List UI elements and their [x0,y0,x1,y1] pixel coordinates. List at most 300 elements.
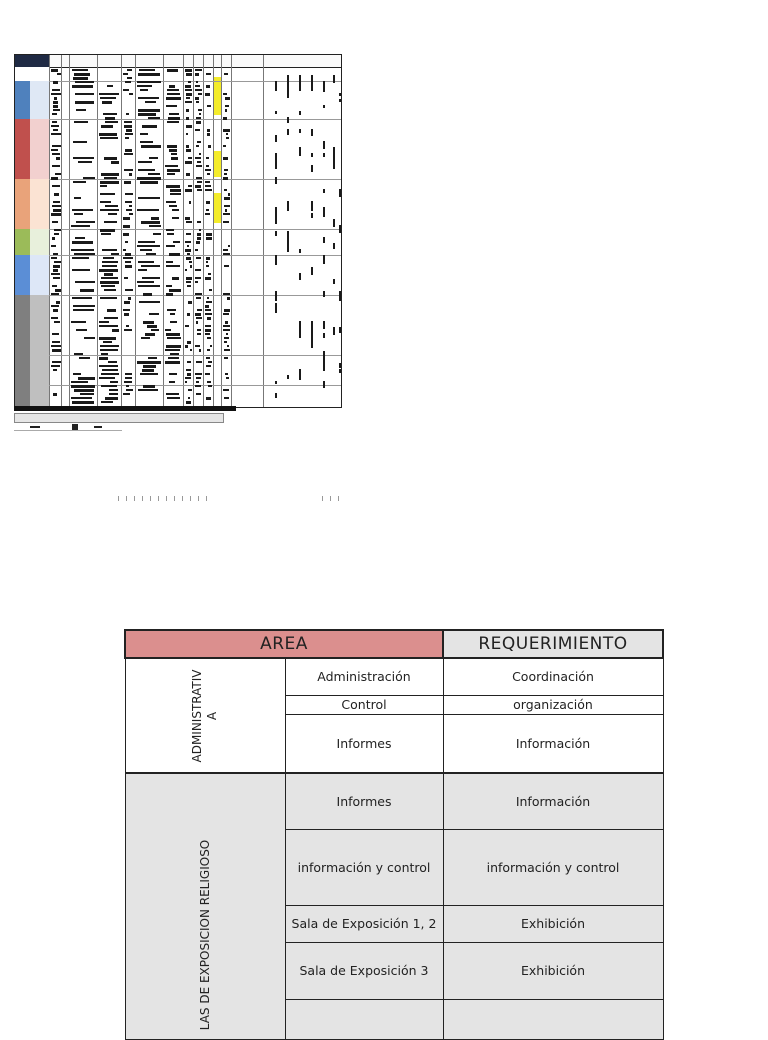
thumbnail-text-mark [101,353,108,355]
thumbnail-text-mark [186,145,189,148]
thumbnail-text-mark [311,153,313,157]
thumbnail-text-mark [104,177,117,179]
thumbnail-text-mark [186,93,192,96]
thumbnail-text-mark [323,189,325,193]
thumbnail-text-mark [55,289,61,292]
thumbnail-text-mark [125,201,132,203]
thumbnail-text-mark [138,113,156,116]
thumbnail-text-mark [333,279,335,284]
thumbnail-text-mark [143,385,155,388]
thumbnail-text-mark [74,253,95,255]
thumbnail-text-mark [102,101,112,104]
thumbnail-text-mark [73,77,88,80]
thumbnail-text-mark [207,337,211,339]
thumbnail-text-mark [103,341,112,343]
thumbnail-text-mark [186,149,191,152]
thumbnail-text-mark [75,281,95,283]
thumbnail-text-mark [112,329,119,332]
thumbnail-text-mark [185,189,192,192]
thumbnail-text-mark [149,157,158,159]
thumbnail-text-mark [323,141,325,149]
thumbnail-text-mark [339,189,341,197]
thumbnail-text-mark [126,129,132,132]
thumbnail-text-mark [223,177,228,180]
area-cell: Informes [285,714,443,773]
thumbnail-text-mark [205,189,212,191]
thumbnail-text-mark [207,129,210,132]
thumbnail-text-mark [75,101,94,104]
thumbnail-text-mark [52,121,57,123]
thumbnail-text-mark [123,225,130,228]
thumbnail-text-mark [275,255,277,265]
thumbnail-text-mark [148,173,160,175]
thumbnail-text-mark [195,97,199,100]
thumbnail-text-mark [99,365,118,367]
thumbnail-text-mark [167,309,176,311]
thumbnail-text-mark [339,363,341,368]
thumbnail-text-mark [167,337,181,339]
thumbnail-text-mark [107,85,113,87]
thumbnail-text-mark [205,373,210,375]
thumbnail-text-mark [170,353,179,355]
thumbnail-text-mark [226,137,229,139]
thumbnail-text-mark [323,237,325,243]
thumbnail-text-mark [124,277,128,279]
thumbnail-text-mark [147,325,157,328]
thumbnail-text-mark [167,89,179,91]
thumbnail-text-mark [207,105,211,107]
thumbnail-text-mark [142,125,157,128]
thumbnail-text-mark [99,269,118,272]
thumbnail-text-mark [223,293,230,295]
thumbnail-text-mark [206,365,211,367]
thumbnail-text-mark [199,229,201,231]
thumbnail-text-mark [205,213,210,215]
thumbnail-text-mark [196,165,202,167]
thumbnail-text-mark [52,145,61,147]
thumbnail-text-mark [51,365,60,367]
thumbnail-text-mark [167,233,174,235]
thumbnail-text-mark [142,369,154,372]
thumbnail-text-mark [137,245,160,247]
thumbnail-band [15,55,49,67]
thumbnail-text-mark [323,213,325,217]
thumbnail-text-mark [168,117,180,120]
thumbnail-text-mark [169,205,177,207]
thumbnail-highlight [213,151,221,177]
thumbnail-text-mark [197,189,202,191]
thumbnail-text-mark [188,301,192,304]
thumbnail-text-mark [169,289,181,292]
thumbnail-text-mark [196,257,201,259]
thumbnail-text-mark [223,221,229,223]
thumbnail-text-mark [195,313,201,316]
thumbnail-text-mark [101,401,113,403]
thumbnail-text-mark [52,349,61,352]
thumbnail-text-mark [102,265,117,267]
requirement-cell: Exhibición [443,905,663,942]
thumbnail-text-mark [186,257,191,260]
thumbnail-text-mark [185,249,191,252]
thumbnail-text-mark [102,261,118,263]
thumbnail-text-mark [129,205,132,207]
thumbnail-text-mark [127,69,132,71]
thumbnail-text-mark [140,133,148,135]
thumbnail-text-mark [51,149,58,151]
thumbnail-text-mark [207,173,210,175]
thumbnail-text-mark [185,241,191,243]
thumbnail-text-mark [138,285,160,287]
thumbnail-text-mark [100,137,118,139]
thumbnail-text-mark [224,205,230,207]
thumbnail-text-mark [148,117,160,119]
thumbnail-text-mark [195,85,200,87]
thumbnail-text-mark [206,265,209,267]
thumbnail-text-mark [126,385,129,387]
thumbnail-text-mark [105,117,115,120]
thumbnail-text-mark [186,125,192,128]
area-header: AREA [125,630,443,658]
thumbnail-text-mark [53,253,58,255]
thumbnail-text-mark [167,121,179,123]
thumbnail-text-mark [51,93,61,95]
thumbnail-text-mark [196,121,201,124]
thumbnail-text-mark [196,101,199,103]
thumbnail-text-mark [224,337,229,339]
thumbnail-text-mark [54,233,59,235]
thumbnail-text-mark [51,293,59,295]
thumbnail-text-mark [53,101,58,104]
thumbnail-text-mark [80,289,94,292]
thumbnail-text-mark [195,293,202,295]
thumbnail-text-mark [54,321,60,323]
thumbnail-text-mark [187,313,190,316]
thumbnail-text-mark [124,313,129,316]
thumbnail-text-mark [126,113,129,115]
thumbnail-text-mark [140,141,153,143]
thumbnail-text-mark [323,291,325,297]
thumbnail-text-mark [206,165,209,167]
thumbnail-text-mark [166,265,180,267]
thumbnail-text-mark [76,221,95,223]
thumbnail-text-mark [111,253,119,255]
thumbnail-text-mark [186,233,191,235]
thumbnail-text-mark [129,93,133,95]
thumbnail-text-mark [101,373,119,375]
thumbnail-text-mark [123,257,133,259]
thumbnail-text-mark [51,133,61,135]
thumbnail-text-mark [311,129,313,136]
thumbnail-text-mark [123,393,130,395]
thumbnail-text-mark [187,285,191,287]
thumbnail-text-mark [198,93,202,95]
area-cell: Informes [285,773,443,829]
thumbnail-text-mark [227,297,230,300]
thumbnail-text-mark [208,385,212,387]
thumbnail-text-mark [168,357,179,359]
thumbnail-text-mark [54,261,61,263]
thumbnail-text-mark [52,185,60,187]
thumbnail-text-mark [323,81,325,92]
thumbnail-text-mark [186,97,190,99]
thumbnail-text-mark [100,209,119,211]
thumbnail-text-mark [105,397,118,400]
thumbnail-text-mark [105,121,118,123]
thumbnail-text-mark [100,297,117,299]
thumbnail-text-mark [206,157,209,159]
thumbnail-text-mark [195,185,201,188]
thumbnail-text-mark [125,149,132,152]
thumbnail-text-mark [145,101,156,103]
thumbnail-text-mark [185,377,191,379]
thumbnail-text-mark [206,257,210,260]
thumbnail-text-mark [165,349,180,351]
thumbnail-text-mark [101,385,117,387]
thumbnail-text-mark [195,345,200,347]
thumbnail-text-mark [129,173,132,176]
thumbnail-text-mark [323,105,325,108]
thumbnail-text-mark [140,181,158,184]
thumbnail-text-mark [195,69,202,71]
thumbnail-text-mark [108,213,117,215]
thumbnail-text-mark [171,157,178,160]
thumbnail-text-mark [53,105,58,108]
thumbnail-text-mark [185,381,187,383]
thumbnail-text-mark [206,73,211,75]
thumbnail-text-mark [190,349,192,351]
thumbnail-text-mark [52,89,60,91]
thumbnail-text-mark [185,101,192,103]
thumbnail-text-mark [196,321,198,324]
thumbnail-text-mark [170,321,177,323]
thumbnail-text-mark [51,125,59,127]
thumbnail-text-mark [74,213,83,215]
thumbnail-text-mark [323,381,325,388]
thumbnail-text-mark [78,161,92,163]
thumbnail-text-mark [333,327,335,335]
thumbnail-text-mark [224,73,228,75]
thumbnail-text-mark [125,261,131,263]
thumbnail-text-mark [54,97,57,100]
thumbnail-text-mark [185,85,191,88]
thumbnail-text-mark [101,285,115,287]
requirement-cell: Información [443,773,663,829]
thumbnail-text-mark [53,201,60,203]
thumbnail-text-mark [197,309,202,311]
thumbnail-text-mark [172,217,179,219]
thumbnail-text-mark [339,99,341,102]
thumbnail-text-mark [339,327,341,333]
thumbnail-text-mark [138,197,160,199]
thumbnail-text-mark [299,111,301,115]
thumbnail-text-mark [197,233,201,236]
thumbnail-text-mark [224,197,230,200]
thumbnail-text-mark [185,89,192,91]
thumbnail-text-mark [53,369,57,371]
thumbnail-text-mark [123,233,129,236]
thumbnail-text-mark [73,141,87,143]
thumbnail-text-mark [165,329,171,331]
thumbnail-text-mark [107,309,116,312]
thumbnail-text-mark [228,193,230,196]
thumbnail-text-mark [72,209,93,211]
thumbnail-text-mark [287,375,289,379]
thumbnail-text-mark [195,385,201,387]
thumbnail-text-mark [287,129,289,135]
thumbnail-text-mark [99,325,118,327]
thumbnail-text-mark [196,317,202,319]
thumbnail-text-mark [186,221,192,223]
thumbnail-text-mark [287,207,289,211]
thumbnail-text-mark [195,269,201,271]
thumbnail-text-mark [166,229,174,231]
thumbnail-text-mark [54,193,59,196]
thumbnail-text-mark [51,213,61,216]
thumbnail-text-mark [188,157,192,159]
thumbnail-text-mark [99,133,117,136]
requirement-cell: Coordinación [443,658,663,695]
thumbnail-text-mark [51,345,61,347]
thumbnail-text-mark [169,381,175,383]
thumbnail-text-mark [75,81,94,83]
thumbnail-text-mark [205,181,210,183]
thumbnail-text-mark [99,337,116,340]
requirement-cell: Información [443,714,663,773]
thumbnail-text-mark [196,117,201,119]
thumbnail-text-mark [52,237,55,240]
thumbnail-text-mark [104,317,118,319]
thumbnail-text-mark [195,157,201,159]
thumbnail-text-mark [52,361,61,363]
thumbnail-text-mark [299,333,301,338]
thumbnail-text-mark [123,217,130,220]
thumbnail-text-mark [166,393,179,395]
area-cell: Control [285,695,443,714]
thumbnail-text-mark [195,281,198,283]
thumbnail-text-mark [223,213,230,215]
thumbnail-text-mark [129,213,133,215]
thumbnail-text-mark [207,133,210,136]
thumbnail-text-mark [141,221,160,224]
thumbnail-text-mark [186,281,191,283]
thumbnail-text-mark [196,177,202,179]
thumbnail-text-mark [103,113,117,115]
thumbnail-text-mark [125,377,132,379]
thumbnail-text-mark [110,381,118,383]
thumbnail-text-mark [299,375,301,380]
thumbnail-text-mark [189,201,191,204]
thumbnail-text-mark [186,369,191,371]
thumbnail-text-mark [53,309,58,312]
thumbnail-text-mark [205,277,211,280]
thumbnail-text-mark [199,349,201,352]
thumbnail-text-mark [148,357,157,359]
thumbnail-text-mark [51,69,58,72]
thumbnail-text-mark [166,345,181,348]
thumbnail-text-mark [223,157,228,160]
thumbnail-text-mark [299,249,301,253]
thumbnail-text-mark [339,369,341,373]
thumbnail-text-mark [185,69,192,72]
thumbnail-text-mark [84,337,95,339]
thumbnail-text-mark [53,265,60,268]
thumbnail-text-mark [138,241,155,243]
thumbnail-text-mark [172,209,179,211]
thumbnail-text-mark [197,161,201,163]
thumbnail-text-mark [170,193,181,195]
thumbnail-text-mark [198,109,202,111]
thumbnail-text-mark [224,341,227,343]
thumbnail-text-mark [205,185,211,187]
thumbnail-text-mark [166,333,180,336]
thumbnail-text-mark [224,265,229,267]
thumbnail-text-mark [195,373,202,375]
thumbnail-text-mark [225,373,228,375]
thumbnail-text-mark [166,201,176,203]
thumbnail-text-mark [205,325,211,327]
thumbnail-text-mark [149,313,159,315]
thumbnail-text-mark [75,93,94,95]
thumbnail-text-mark [125,253,131,256]
thumbnail-text-mark [109,389,118,391]
thumbnail-text-mark [224,169,228,171]
group-label-salas-exposicion [125,773,285,1039]
thumbnail-text-mark [51,245,56,247]
thumbnail-text-mark [185,325,189,327]
thumbnail-text-mark [167,93,180,95]
thumbnail-text-mark [53,129,58,131]
thumbnail-text-mark [105,205,118,207]
thumbnail-text-mark [224,309,230,312]
thumbnail-text-mark [195,249,198,251]
thumbnail-text-mark [195,129,200,131]
thumbnail-text-mark [75,237,85,239]
thumbnail-text-mark [275,219,277,224]
thumbnail-text-mark [104,289,116,291]
thumbnail-band [15,67,49,82]
area-cell [285,999,443,1039]
thumbnail-text-mark [51,305,59,307]
thumbnail-text-mark [210,345,212,347]
thumbnail-text-mark [123,249,126,251]
thumbnail-text-mark [223,389,229,391]
thumbnail-text-mark [79,357,90,359]
thumbnail-text-mark [206,261,208,263]
thumbnail-text-mark [52,341,60,343]
thumbnail-text-mark [138,269,147,271]
thumbnail-text-mark [208,273,211,275]
thumbnail-text-mark [169,253,180,256]
thumbnail-text-mark [137,209,159,211]
thumbnail-text-mark [141,265,160,267]
thumbnail-text-mark [100,181,119,184]
thumbnail-text-mark [74,121,88,123]
thumbnail-text-mark [123,89,129,91]
thumbnail-text-mark [165,361,180,364]
thumbnail-text-mark [125,81,131,83]
thumbnail-text-mark [275,231,277,236]
thumbnail-text-mark [166,293,173,296]
thumbnail-text-mark [196,297,201,299]
thumbnail-text-mark [299,81,301,91]
thumbnail-text-mark [127,77,132,79]
thumbnail-text-mark [173,241,180,243]
thumbnail-text-mark [124,329,132,331]
thumbnail-text-mark [100,345,119,347]
thumbnail-text-mark [83,177,95,179]
thumbnail-text-mark [72,241,93,244]
thumbnail-text-mark [187,361,191,363]
